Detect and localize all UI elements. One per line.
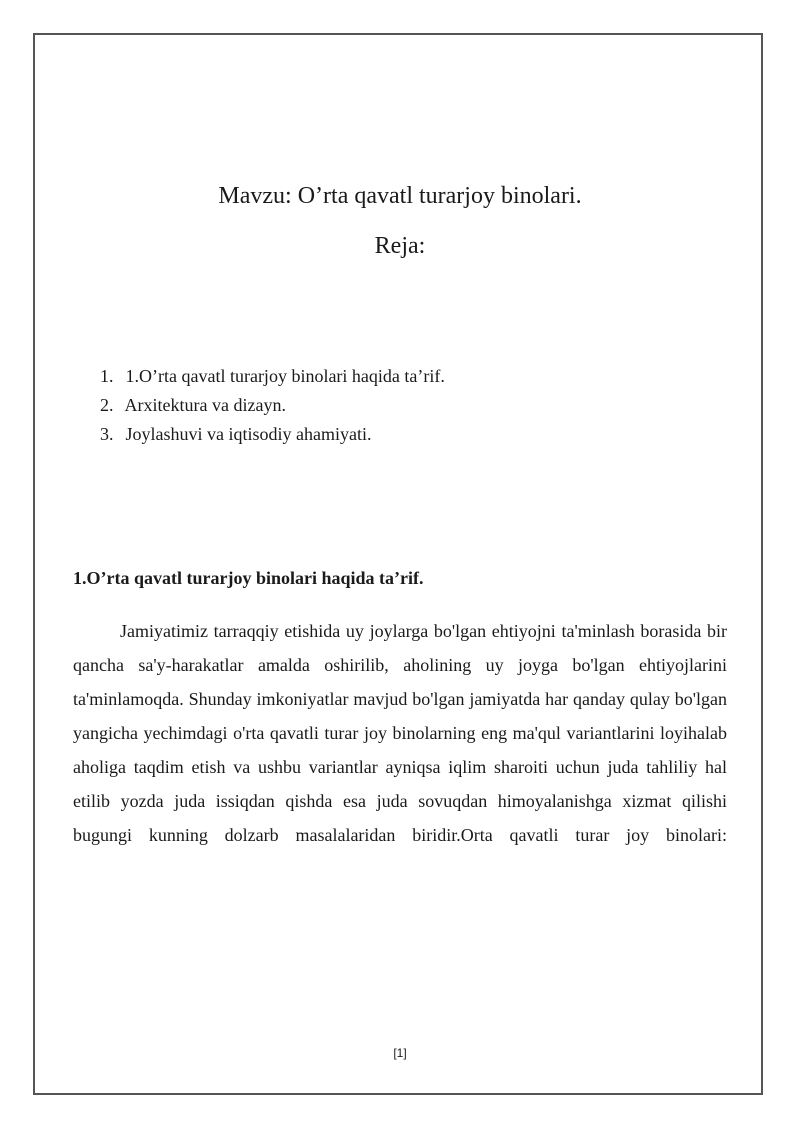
plan-item-text: 1.O’rta qavatl turarjoy binolari haqida ta’rif. [125, 366, 445, 386]
plan-list [100, 364, 445, 451]
plan-item-text: Joylashuvi va iqtisodiy ahamiyati. [125, 424, 372, 444]
plan-item-number: 1. [100, 366, 114, 386]
plan-item [100, 422, 445, 451]
plan-item-text: Arxitektura va dizayn. [124, 395, 286, 415]
page-number: [1] [393, 1046, 407, 1060]
plan-item [100, 393, 445, 422]
plan-heading: Reja: [374, 233, 426, 259]
document-title: Mavzu: O’rta qavatl turarjoy binolari. [218, 183, 582, 209]
body-paragraph: Jamiyatimiz tarraqqiy etishida uy joylarga bo'lgan ehtiyojni ta'minlash borasida bir qancha sa'y-harakatlar amalda oshirilib, aholining uy joyga bo'lgan ehtiyojlarini ta'minlamoqda. Shunday imkoniyatlar mavjud bo'lgan jamiyatda har qanday qulay bo'lgan yangicha yechimdagi o'rta qavatli turar joy binolarning eng ma'qul variantlarini loyihalab aholiga taqdim etish va ushbu variantlar ayniqsa iqlim sharoiti uchun juda tahliliy hal etilib yozda juda issiqdan qishda esa juda sovuqdan himoyalanishga xizmat qilishi bugungi kunning dolzarb masalalaridan biridir.Orta qavatli turar joy binolari: [73, 621, 727, 845]
plan-item-number: 3. [100, 424, 114, 444]
plan-item-number: 2. [100, 395, 114, 415]
section-heading: 1.O’rta qavatl turarjoy binolari haqida ta’rif. [73, 568, 424, 588]
plan-item [100, 364, 445, 393]
